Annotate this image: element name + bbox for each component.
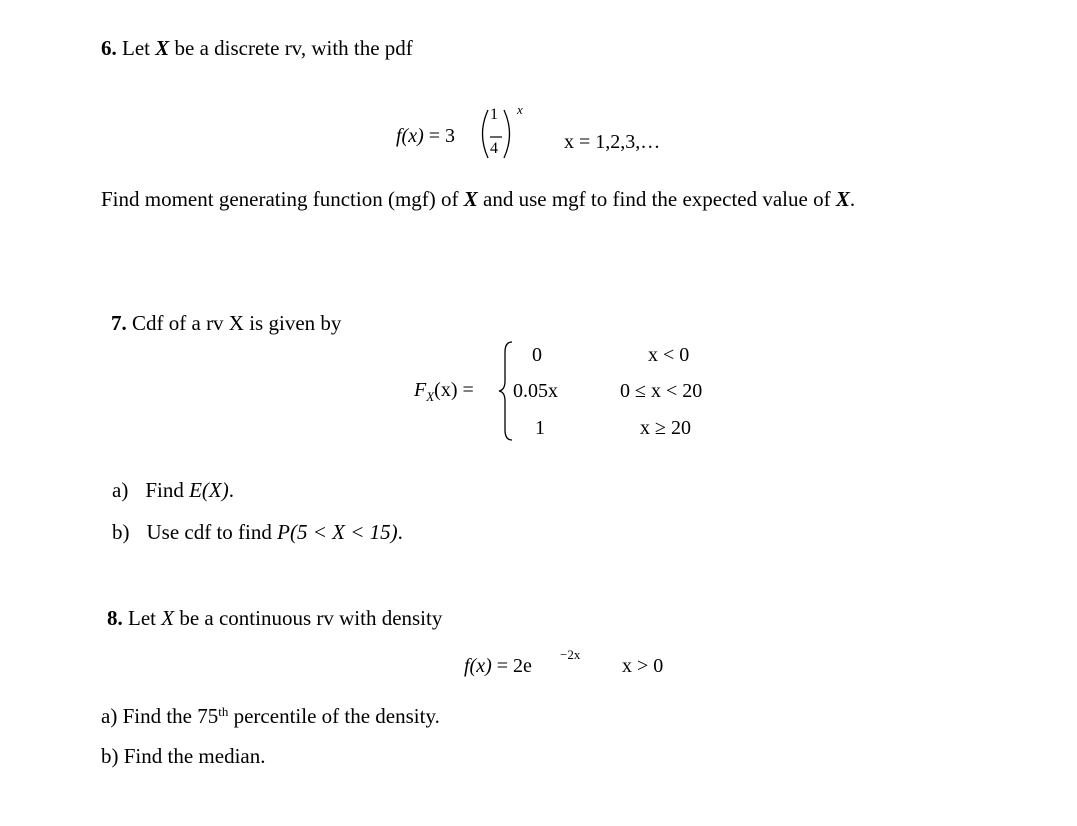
q7-part-a: a) Find E(X). [112,478,234,502]
q8-number: 8. [107,606,123,630]
q8-variable: X [161,606,175,630]
case-condition: x ≥ 20 [640,417,691,439]
cdf-function: $F_X(x)$ = [414,379,474,404]
case-value: 1 [535,417,545,439]
q6-task: Find moment generating function (mgf) of X and use mgf to find the expected value of X. [101,187,856,211]
case-condition: x < 0 [648,344,690,366]
pmf-function: f(x) [396,125,424,147]
case-condition: 0 ≤ x < 20 [620,380,703,402]
density-function: f(x) [464,655,492,677]
fraction-numerator: 1 [490,106,498,123]
q8-part-b: b) Find the median. [101,744,266,768]
pmf-support: x = 1,2,3,… [564,131,661,153]
density-support: x > 0 [622,655,664,677]
density-exponent: −2x [560,647,581,662]
q7-statement: 7. Cdf of a rv X is given by [111,311,342,335]
q6-number: 6. [101,36,117,60]
pmf-exponent: x [517,102,523,117]
q7-number: 7. [111,311,127,335]
q7-part-b: b) Use cdf to find P(5 < X < 15). [112,520,403,544]
q6-variable: X [155,36,170,60]
fraction-denominator: 4 [490,140,498,157]
q8-part-a: a) Find the 75th percentile of the density. [101,704,440,728]
case-value: 0.05x [513,380,558,402]
q6-statement: 6. Let X be a discrete rv, with the pdf [101,36,413,60]
q8-statement: 8. Let X be a continuous rv with density [107,606,443,630]
case-value: 0 [532,344,542,366]
